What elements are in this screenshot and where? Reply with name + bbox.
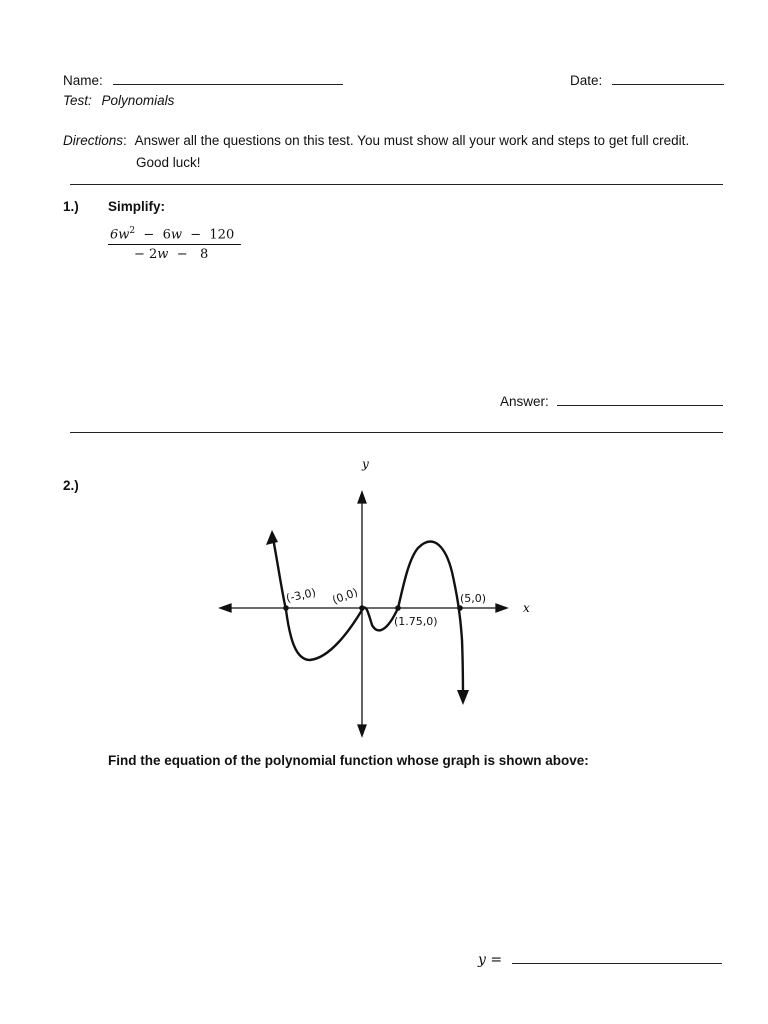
test-title: Polynomials (101, 93, 175, 108)
q1-number: 1.) (63, 199, 79, 214)
q2-answer-label: y = (478, 952, 503, 968)
directions-line1: Directions: Answer all the questions on this test. You must show all your work and steps to get full credit. (63, 133, 690, 148)
curve-arrow-down-icon (457, 690, 469, 705)
q1-instruction: Simplify: (108, 199, 166, 214)
point-label: (1.75,0) (394, 615, 438, 628)
q2-prompt: Find the equation of the polynomial function whose graph is shown above: (108, 753, 589, 768)
point-label: (-3,0) (284, 585, 318, 605)
intercept-dot (283, 605, 289, 611)
q2-number: 2.) (63, 478, 79, 493)
curve-arrow-up-icon (266, 530, 278, 545)
intercept-dot (395, 605, 401, 611)
point-label: (5,0) (460, 592, 487, 605)
date-label: Date: (570, 73, 603, 88)
name-label: Name: (63, 73, 103, 88)
directions-text-2: Good luck! (136, 155, 201, 170)
intercept-dot (457, 605, 463, 611)
fraction-numerator: $6w^2 - 6w - 120$ (110, 226, 235, 243)
y-axis-label: y (362, 457, 369, 471)
q2-answer-field[interactable] (512, 950, 722, 964)
intercept-dot (359, 605, 365, 611)
x-axis-label: x (523, 601, 530, 615)
q2-answer-row (478, 950, 722, 968)
fraction-denominator: − 2w − 8 (134, 247, 209, 263)
q1-answer-label: Answer: (500, 394, 549, 409)
point-label: (0,0) (330, 585, 360, 607)
directions-text-1: Answer all the questions on this test. You must show all your work and steps to get full credit. (134, 133, 690, 148)
test-label: Test: (63, 93, 92, 108)
directions-label: Directions (63, 133, 124, 148)
